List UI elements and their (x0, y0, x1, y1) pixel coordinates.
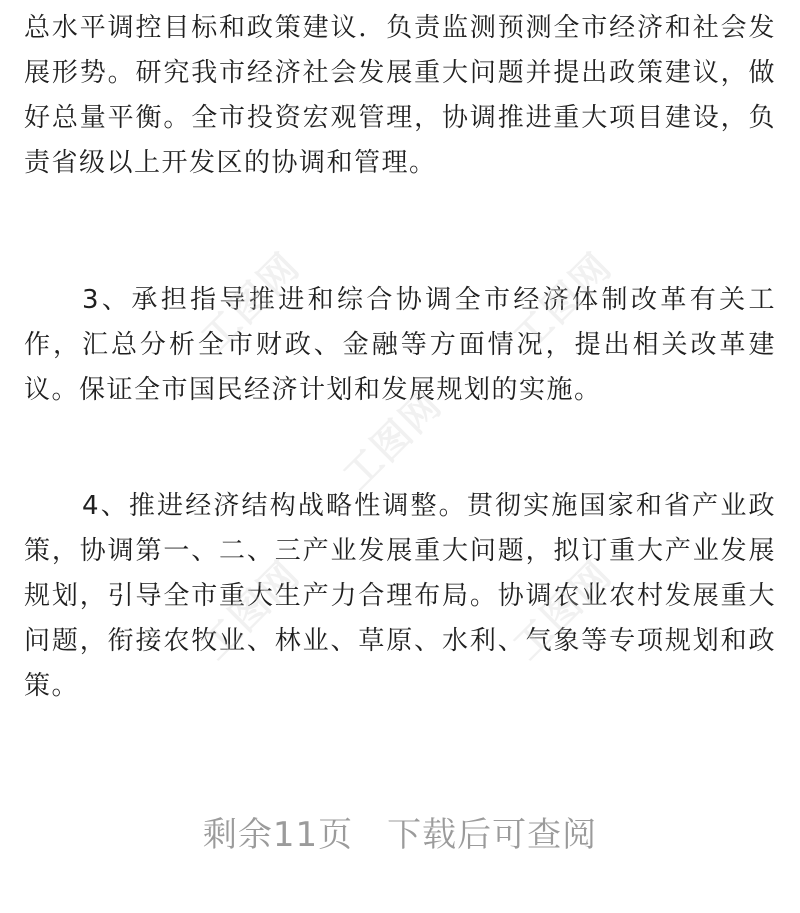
download-prompt[interactable] (0, 812, 800, 858)
paragraph-continued: 总水平调控目标和政策建议．负责监测预测全市经济和社会发展形势。研究我市经济社会发展重大问题并提出政策建议，做好总量平衡。全市投资宏观管理，协调推进重大项目建设，负责省级以上开发区的协调和管理。 (24, 13, 776, 178)
paragraph-item-4: 4、推进经济结构战略性调整。贯彻实施国家和省产业政策，协调第一、二、三产业发展重大问题，拟订重大产业发展规划，引导全市重大生产力合理布局。协调农业农村发展重大问题，衔接农牧业、林业、草原、水利、气象等专项规划和政策。 (24, 491, 776, 701)
watermark-logo: 工图网 (192, 243, 309, 360)
watermark-logo: 工图网 (504, 243, 621, 360)
paragraph-item-3: 3、承担指导推进和综合协调全市经济体制改革有关工作，汇总分析全市财政、金融等方面情况，提出相关改革建议。保证全市国民经济计划和发展规划的实施。 (24, 285, 776, 405)
watermark-logo: 工图网 (192, 551, 309, 668)
remaining-pages-text: 剩余11页 (202, 815, 354, 855)
watermark-logo: 工图网 (504, 551, 621, 668)
download-to-view-text: 下载后可查阅 (387, 815, 598, 855)
watermark-logo: 工图网 (334, 381, 451, 498)
